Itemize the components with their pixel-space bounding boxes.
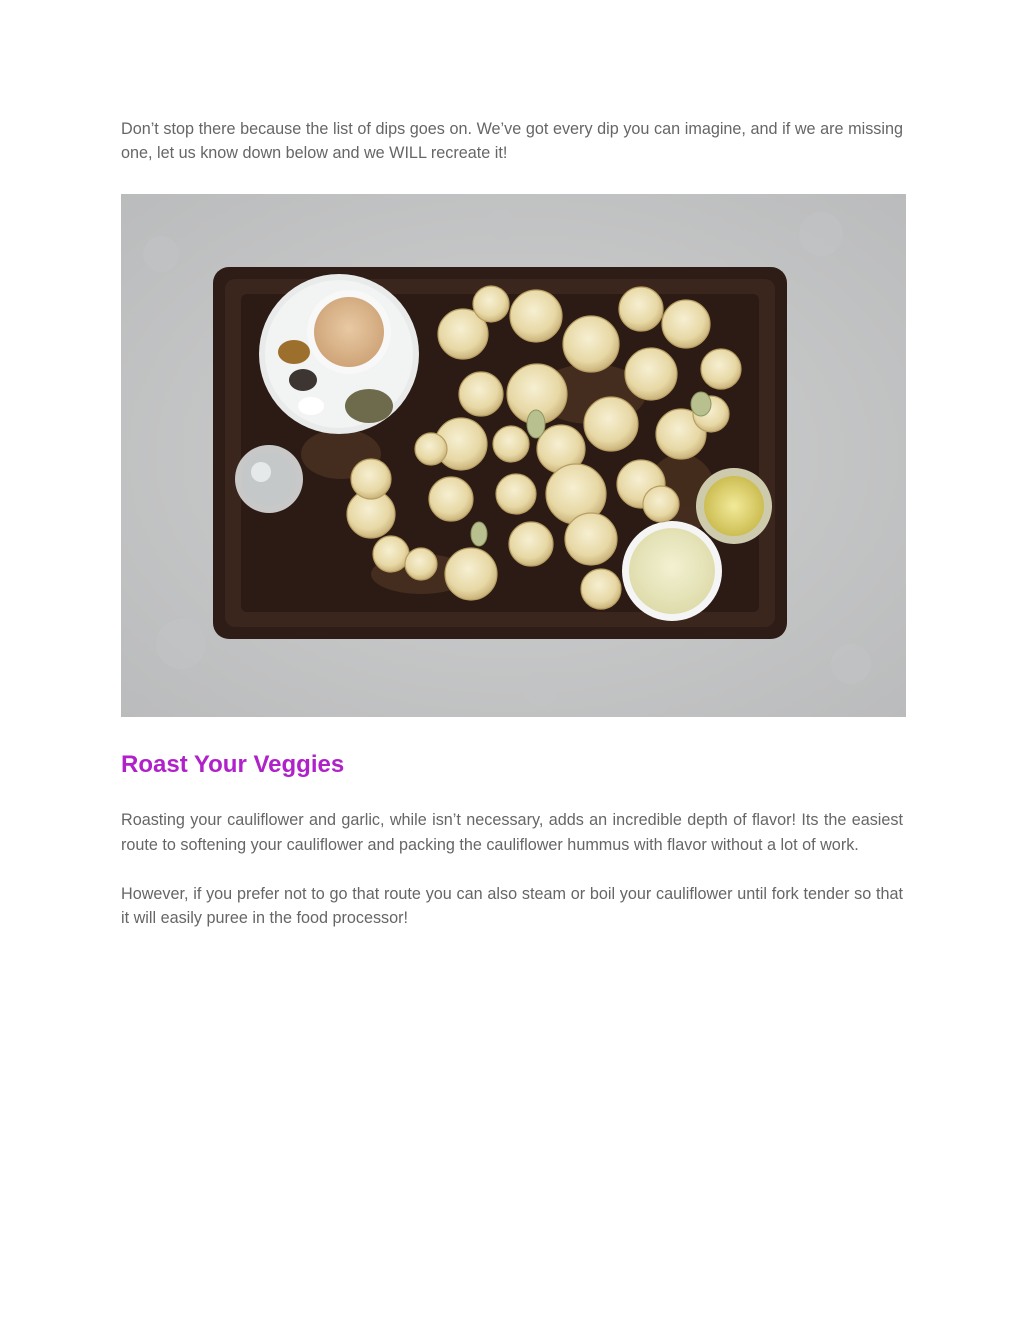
roasted-cauliflower-photo (121, 194, 906, 717)
body-paragraph: However, if you prefer not to go that route you can also steam or boil your cauliflower until fork tender so that it will easily puree in the food processor! (121, 884, 903, 928)
document-page (121, 117, 903, 930)
section-heading: Roast Your Veggies (121, 751, 345, 779)
intro-paragraph: Don’t stop there because the list of dips goes on. We’ve got every dip you can imagine, and if we are missing one, let us know down below and we WILL recreate it! (121, 120, 903, 163)
body-paragraph: Roasting your cauliflower and garlic, while isn’t necessary, adds an incredible depth of flavor! Its the easiest route to softening your cauliflower and packing the cauliflower hummus with flavor without a lot of work. (121, 811, 903, 854)
